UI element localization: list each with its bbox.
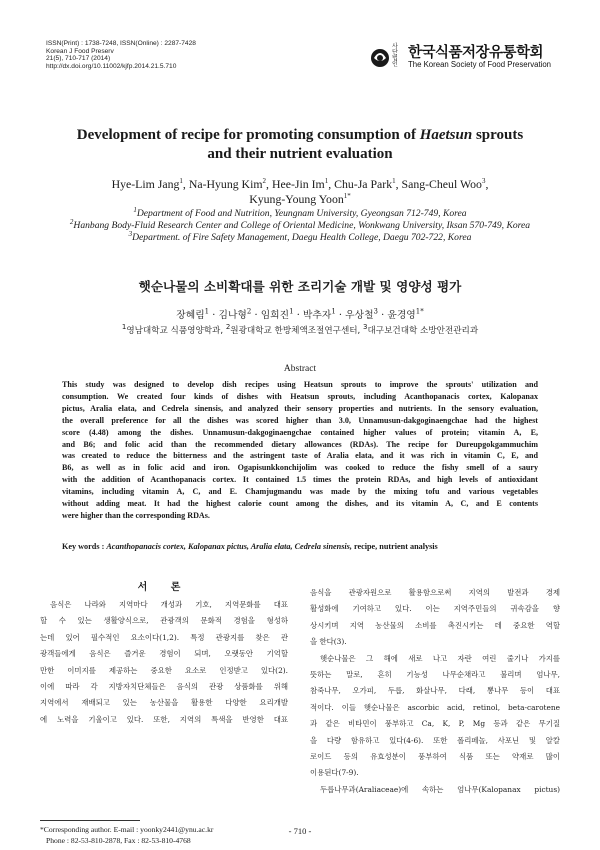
author: Kyung-Young Yoon (249, 192, 344, 206)
abstract-line: without adding meat. It had the highest calorie count among the dishes, and its vitamin A, C, and E contents (62, 499, 538, 509)
body-line: 지역에서 재배되고 있는 농산물을 활용한 다양한 요리개발 (40, 698, 288, 708)
paper-title (40, 126, 560, 164)
author: Sang-Cheul Woo (401, 177, 482, 191)
author-sep: , (182, 177, 189, 191)
society-name-korean: 한국식품저장유통학회 (408, 45, 544, 61)
journal-issn: ISSN(Print) : 1738-7248, ISSN(Online) : 2287-7428 (46, 40, 196, 47)
body-line: 을 한다(3). (310, 637, 347, 647)
title-italic: Haetsun (419, 127, 473, 143)
body-column-left (40, 597, 288, 728)
korean-author: 우상철 (345, 310, 374, 321)
author-sep: , (328, 177, 335, 191)
author: Hye-Lim Jang (111, 177, 180, 191)
footnote-phone-line: Phone : 82-53-810-2878, Fax : 82-53-810-4768 (46, 836, 191, 845)
korean-affiliation: 영남대학교 식품영양학과, (126, 326, 226, 336)
author-sup: 1 (392, 177, 396, 186)
page-number: - 710 - (288, 826, 312, 836)
footnote-email-line: *Corresponding author. E-mail : yoonky2441@ynu.ac.kr (40, 825, 214, 834)
korean-author-sep: · (293, 310, 303, 321)
body-line: 과 같은 비타민이 풍부하고 Ca, K, P, Mg 등과 같은 무기질 (310, 719, 560, 729)
abstract-line: the overall preference for all the dishes was scored higher than 3.0, Unnamusun-dakgoginaengchae had the highest (62, 415, 538, 425)
journal-name: Korean J Food Preserv (46, 47, 114, 55)
body-line: 햇순나물은 그 해에 새로 나고 자란 여린 줄기나 가지를 (320, 653, 560, 663)
affiliation-text: Hanbang Body-Fluid Research Center and College of Oriental Medicine, Wonkwang University, Iksan 570-749, Korea (73, 220, 531, 232)
body-line: 에 노력을 기울이고 있다. 또한, 지역의 특색을 반영한 대표 (40, 714, 288, 724)
author: Hee-Jin Im (271, 177, 325, 191)
korean-author: 윤경영 (387, 310, 416, 321)
korean-author-sep: · (251, 310, 261, 321)
abstract-line: B6, as well as in folic acid and iron. Ogapisunkkonchijolim was cooked to reduce the fishy smell of a saury (62, 463, 538, 473)
section-heading-introduction: 서 론 (137, 582, 191, 593)
keywords-rest: recipe, nutrient analysis (351, 542, 438, 551)
author-sup: 3 (481, 177, 486, 186)
body-line: 두릅나무과(Araliaceae)에 속하는 엄나무(Kalopanax pictus) (320, 784, 560, 794)
affiliation-sup: 2 (69, 218, 74, 227)
body-line: 뜻하는 말로, 흔히 기능성 나무순채라고 불리며 엄나무, (310, 670, 560, 680)
body-line: 만한 이미지를 제공하는 중요한 요소로 인정받고 있다(2). (40, 665, 288, 675)
body-line: 광객들에게 음식은 즐거운 경험이 되며, 오랫동안 기억할 (40, 649, 288, 659)
author-sep: , (266, 177, 272, 191)
korean-author-sep: · (209, 310, 219, 321)
society-small-label: 사단법인 (392, 43, 398, 68)
affiliation (30, 205, 570, 220)
abstract-line: with the addition of Acanthopanacis cortex. It contained 1.5 times the protein RDAs, and high levels of antioxidant (62, 475, 538, 485)
korean-author: 박추자 (302, 310, 332, 321)
korean-author-sup: 2 (246, 307, 252, 316)
korean-author-sup: 1 (204, 307, 210, 316)
keywords-label: Key words : (62, 542, 107, 551)
abstract-line: pictus, Aralia elata, and Cedrela sinensis, and analyzed their sensory properties and nutrients. In the sensory evaluation, (62, 403, 538, 413)
journal-meta (46, 40, 196, 70)
body-line: 음식은 나라와 지역마다 개성과 기호, 지역문화를 대표 (50, 600, 288, 609)
affiliation-text: Department of Food and Nutrition, Yeungnam University, Gyeongsan 712-749, Korea (136, 208, 467, 219)
korean-author-sep: · (378, 310, 388, 321)
footnote-rule (40, 820, 140, 821)
author: Chu-Ja Park (334, 177, 393, 191)
society-name-english: The Korean Society of Food Preservation (408, 60, 552, 69)
society-logo-block (370, 40, 570, 76)
body-line: 로이드 등의 유효성분이 풍부하여 식품 또는 약재로 많이 (310, 752, 560, 762)
author-sup: 1* (343, 192, 351, 201)
title-line2: and their nutrient evaluation (207, 146, 393, 162)
korean-author-sep: · (335, 310, 346, 321)
body-line: 할 수 있는 생활양식으로, 관광객의 문화적 경험을 형성하 (40, 616, 288, 626)
body-line: 이에 따라 각 지방자치단체들은 음식의 관광 상품화를 위해 (40, 682, 288, 692)
abstract-heading: Abstract (283, 364, 317, 374)
korean-affiliation: 대구보건대학 소방안전관리과 (367, 326, 479, 336)
journal-volume: 21(5), 710-717 (2014) (46, 55, 111, 63)
affiliation (30, 232, 570, 244)
korean-title: 햇순나물의 소비확대를 위한 조리기술 개발 및 영양성 평가 (138, 279, 462, 294)
body-line: 활성화에 기여하고 있다. 이는 지역주민들의 귀속감을 향 (310, 604, 560, 614)
abstract-line: were higher than the corresponding RDAs. (62, 510, 210, 520)
body-line: 적이다. 이들 햇순나물은 ascorbic acid, retinol, beta-carotene (310, 702, 560, 712)
author-sep: , (395, 177, 402, 191)
abstract-line: vitamins, including vitamin A, C, and E. Chamjugmandu was made by the mixing tofu and various vegetables (62, 487, 538, 497)
korean-affiliation-sup: 3 (363, 323, 368, 332)
body-line: 을 다량 함유하고 있다(4-6). 또한 폴리페놀, 사포닌 및 알칼 (310, 735, 560, 745)
korean-author: 김나형 (218, 310, 247, 321)
korean-author-sup: 1* (415, 307, 424, 316)
korean-author-sup: 3 (373, 307, 379, 316)
body-line: 상시키며 지역 농산물의 소비를 촉진시키는 데 중요한 역할 (310, 620, 560, 630)
abstract-body (62, 379, 538, 522)
keywords-italic: Acanthopanacis cortex, Kalopanax pictus, Aralia elata, Cedrela sinensis, (106, 542, 352, 551)
affiliation-list (30, 205, 570, 245)
author-sup: 1 (179, 177, 183, 186)
korean-author-sup: 1 (289, 307, 294, 316)
corresponding-author-footnote (40, 824, 213, 846)
author: Na-Hyung Kim (188, 177, 263, 191)
affiliation-sup: 3 (128, 230, 133, 239)
korean-affiliation: 원광대학교 한방체액조절연구센터, (230, 326, 364, 336)
abstract-line: This study was designed to develop dish recipes using Heatsun sprouts to improve the sprouts' utilization and (62, 380, 538, 389)
keywords (62, 542, 538, 551)
korean-author-sup: 1 (331, 307, 336, 316)
author-sup: 2 (262, 177, 267, 186)
korean-affiliation-sup: 1 (121, 323, 127, 332)
korean-author: 장혜림 (176, 310, 205, 321)
author-sup: 1 (324, 177, 329, 186)
author-list (30, 177, 570, 207)
abstract-line: was created to reduce the bitterness and the astringent taste of Aralia elata, and it was rich in vitamin C, E, and (62, 451, 538, 461)
korean-affiliation-list (20, 324, 580, 336)
affiliation-sup: 1 (133, 205, 137, 214)
abstract-line: and B6; and folic acid than the recommended dietary allowances (RDAs). The recipe for Dureupgokgammuchim (62, 439, 538, 449)
body-column-right (310, 585, 560, 798)
abstract-line: score (4.48) among the dishes. Unnamusun-dakgoginaengchae contained higher values of protein; vitamin A, E, (62, 427, 538, 437)
affiliation-text: Department. of Fire Safety Management, Daegu Health College, Daegu 702-722, Korea (132, 232, 472, 244)
affiliation (30, 220, 570, 232)
journal-doi[interactable]: http://dx.doi.org/10.11002/kjfp.2014.21.5.710 (46, 62, 177, 70)
title-line1-post: sprouts (472, 127, 524, 143)
title-line1-pre: Development of recipe for promoting consumption of (76, 127, 420, 143)
body-line: 는데 있어 필수적인 요소이다(1,2). 특정 관광지를 찾은 관 (40, 632, 288, 642)
body-line: 참죽나무, 오가피, 두릅, 화살나무, 다래, 뽕나무 등이 대표 (310, 686, 560, 696)
abstract-line: consumption. We created four kinds of dishes with Heatsun sprouts, including Acanthopanacis cortex, Kalopanax (62, 391, 538, 401)
body-line: 이용된다(7-9). (310, 768, 359, 778)
korean-affiliation-sup: 2 (225, 323, 231, 332)
korean-author-list (40, 307, 560, 321)
body-line: 음식을 관광자원으로 활용함으로써 지역의 발전과 경제 (310, 588, 560, 597)
author-sep: , (485, 177, 489, 191)
korean-author: 임희진 (260, 310, 290, 321)
